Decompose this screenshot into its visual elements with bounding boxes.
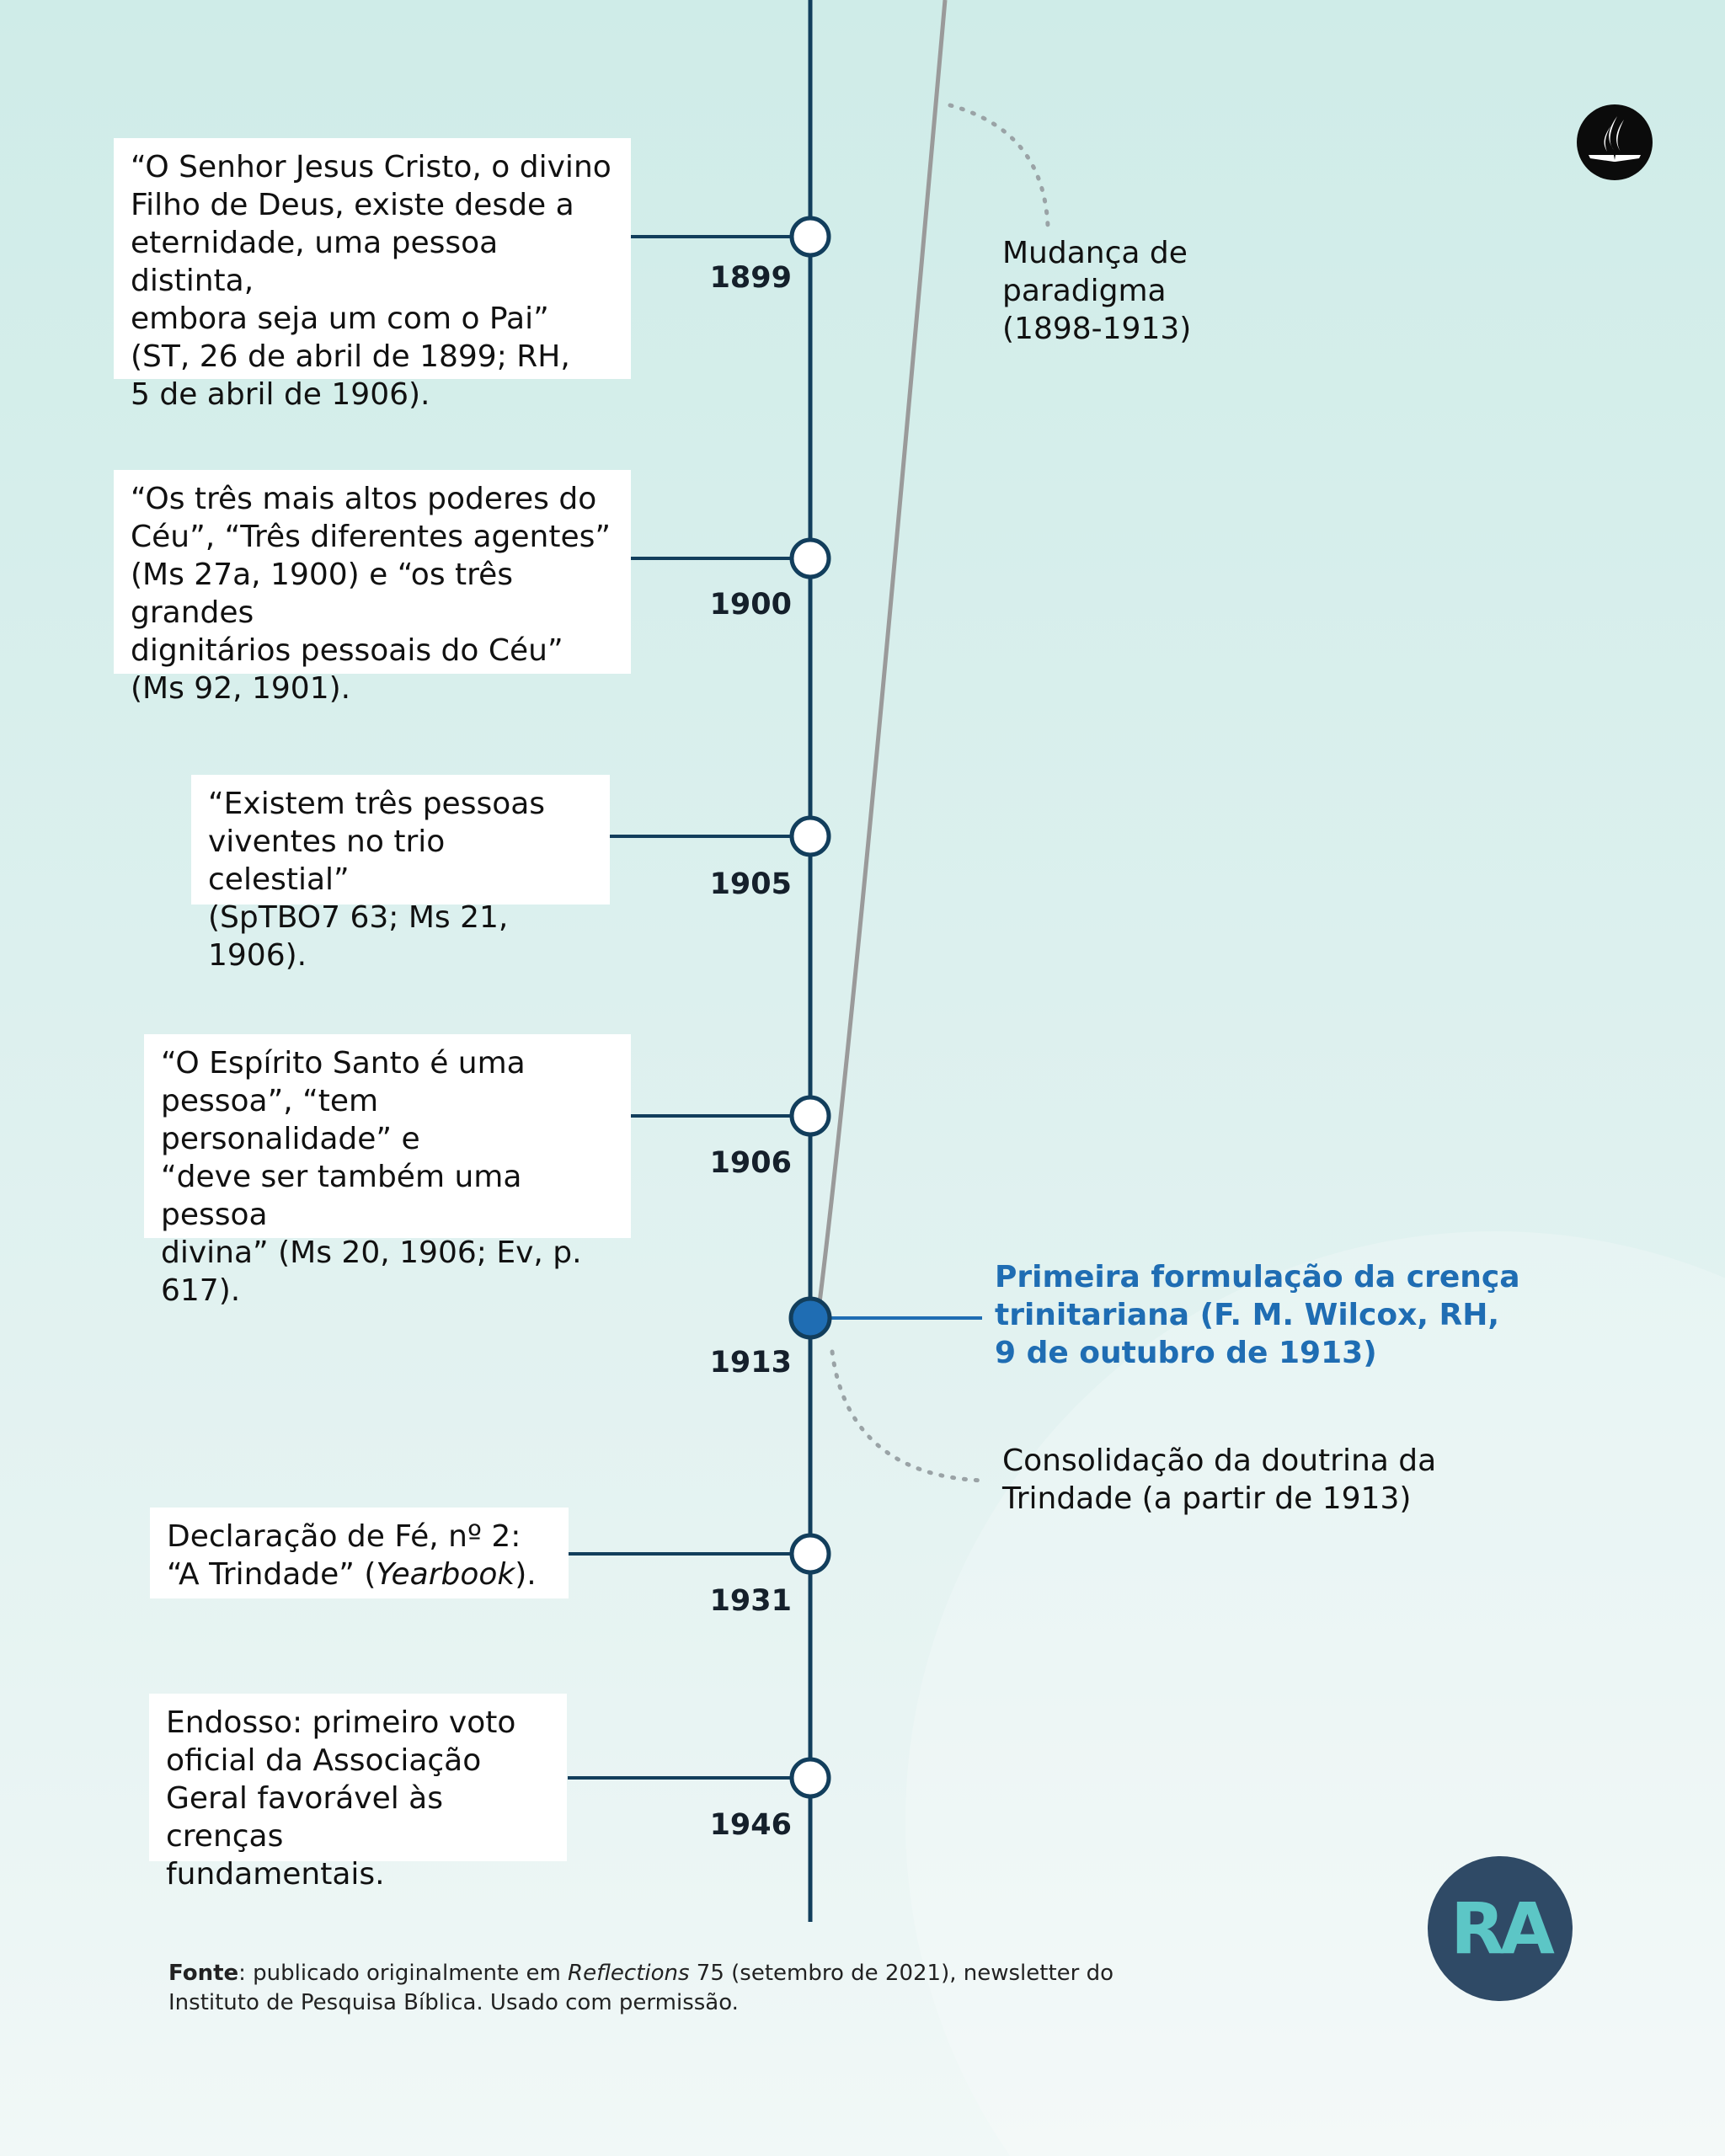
event-text-1931: Declaração de Fé, nº 2: “A Trindade” (	[167, 1519, 521, 1592]
node-1905	[792, 818, 829, 855]
year-label-1931: 1931	[709, 1584, 792, 1618]
source-text: : publicado originalmente em	[238, 1961, 569, 1986]
ra-logo	[1428, 1856, 1573, 2001]
source-text-cont: 75 (setembro de 2021), newsletter do	[689, 1961, 1114, 1986]
sda-logo-icon	[1577, 104, 1653, 180]
source-text-line2: Instituto de Pesquisa Bíblica. Usado com permissão.	[168, 1990, 739, 2015]
node-1946	[792, 1759, 829, 1796]
source-italic: Reflections	[568, 1961, 690, 1986]
ra-logo-text: RA	[1450, 1887, 1550, 1970]
node-1906	[792, 1097, 829, 1134]
year-label-1905: 1905	[709, 867, 792, 901]
event-card-1900: “Os três mais altos poderes do Céu”, “Três diferentes agentes” (Ms 27a, 1900) e “os três grandes dignitários pessoais do Céu” (Ms 92, 1901).	[114, 470, 631, 674]
paradigm-shift-note: Mudança de paradigma (1898-1913)	[1002, 236, 1192, 346]
year-label-1906: 1906	[709, 1146, 792, 1180]
source-note	[168, 1959, 1114, 2018]
event-card-1899: “O Senhor Jesus Cristo, o divino Filho de Deus, existe desde a eternidade, uma pessoa distinta, embora seja um com o Pai” (ST, 26 de abril de 1899; RH, 5 de abril de 1906).	[114, 138, 631, 379]
node-1913	[791, 1299, 830, 1337]
event-card-1931	[150, 1508, 569, 1598]
year-label-1899: 1899	[709, 261, 792, 295]
event-text-1931-end: ).	[515, 1557, 537, 1592]
yearbook-italic: Yearbook	[376, 1557, 515, 1592]
year-label-1946: 1946	[709, 1808, 792, 1842]
event-card-1946: Endosso: primeiro voto oficial da Associação Geral favorável às crenças fundamentais.	[149, 1694, 567, 1861]
year-label-1913: 1913	[709, 1346, 792, 1380]
first-formulation-text: Primeira formulação da crença trinitariana (F. M. Wilcox, RH, 9 de outubro de 1913)	[995, 1260, 1520, 1370]
node-1900	[792, 540, 829, 577]
event-card-1906: “O Espírito Santo é uma pessoa”, “tem personalidade” e “deve ser também uma pessoa divina” (Ms 20, 1906; Ev, p. 617).	[144, 1034, 631, 1238]
year-label-1900: 1900	[709, 588, 792, 622]
event-card-1905: “Existem três pessoas viventes no trio celestial” (SpTBO7 63; Ms 21, 1906).	[191, 775, 610, 905]
paradigm-dotted-leader	[950, 105, 1048, 226]
flame-book-icon	[1577, 104, 1653, 180]
consolidation-note: Consolidação da doutrina da Trindade (a partir de 1913)	[1002, 1444, 1437, 1516]
node-1931	[792, 1535, 829, 1572]
paradigm-shift-curve	[819, 0, 945, 1310]
node-1899	[792, 218, 829, 255]
consolidation-dotted-leader	[832, 1352, 985, 1481]
source-label: Fonte	[168, 1961, 239, 1986]
